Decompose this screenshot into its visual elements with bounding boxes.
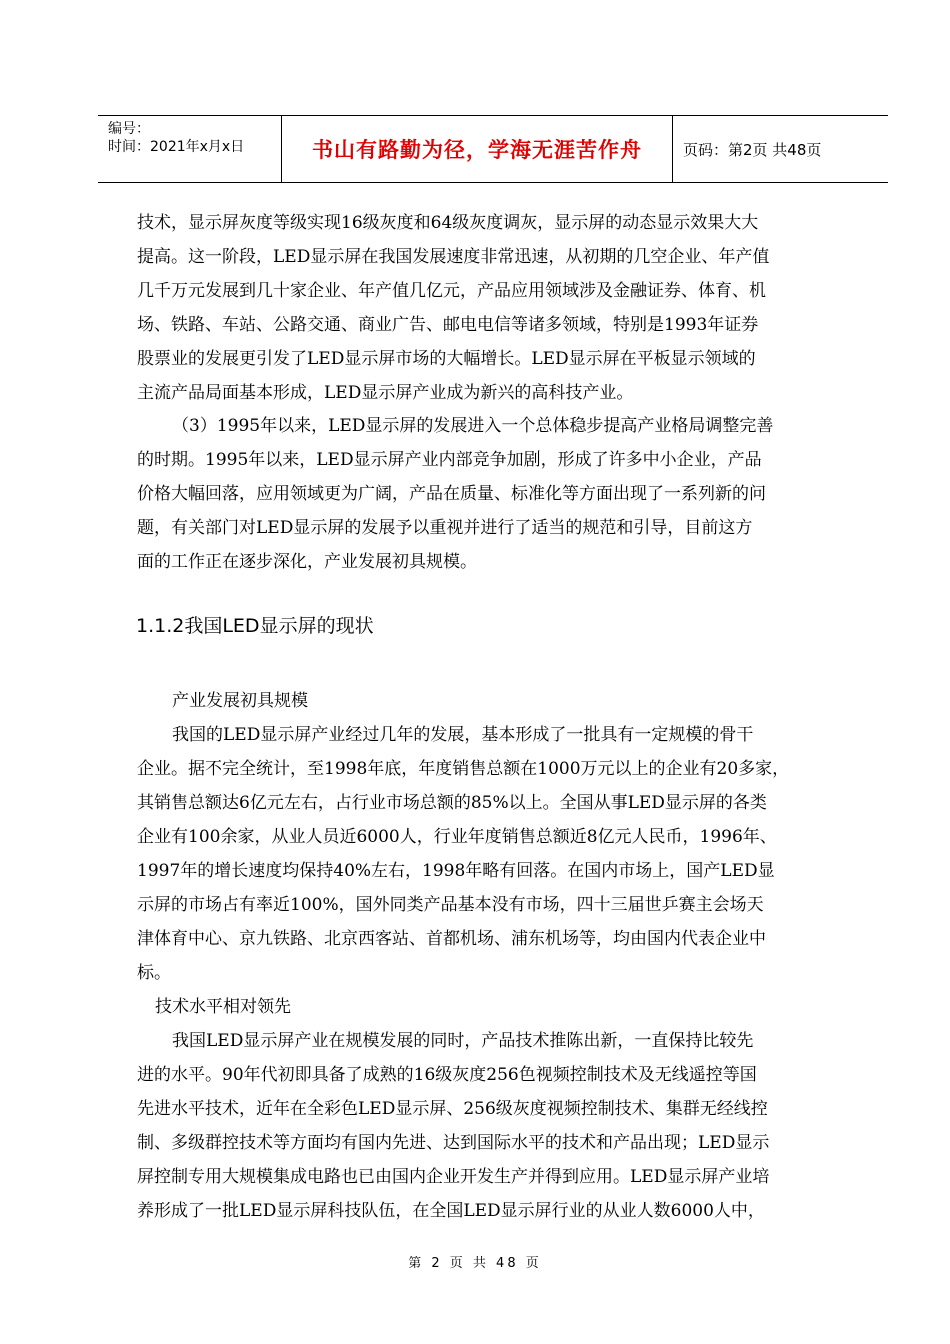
paragraph-line: 示屏的市场占有率近100%，国外同类产品基本没有市场，四十三届世乒赛主会场天 [137, 895, 764, 915]
paragraph-line: 进的水平。90年代初即具备了成熟的16级灰度256色视频控制技术及无线遥控等国 [137, 1065, 757, 1085]
document-header [98, 115, 888, 183]
paragraph-line: 提高。这一阶段，LED显示屏在我国发展速度非常迅速，从初期的几空企业、年产值 [137, 247, 770, 267]
page-footer: 第 2 页 共 48 页 [408, 1256, 542, 1271]
paragraph-line: 题，有关部门对LED显示屏的发展予以重视并进行了适当的规范和引导，目前这方 [137, 518, 753, 538]
section-heading: 1.1.2我国LED显示屏的现状 [136, 615, 374, 637]
header-motto: 书山有路勤为径，学海无涯苦作舟 [282, 116, 673, 182]
paragraph-line: 面的工作正在逐步深化，产业发展初具规模。 [137, 552, 477, 572]
subsection-heading: 技术水平相对领先 [155, 997, 291, 1017]
header-meta [98, 116, 282, 182]
paragraph-line: 场、铁路、车站、公路交通、商业广告、邮电电信等诸多领域，特别是1993年证券 [137, 315, 759, 335]
header-page-info: 页码：第2页 共48页 [683, 140, 822, 159]
paragraph-line: 先进水平技术，近年在全彩色LED显示屏、256级灰度视频控制技术、集群无经线控 [137, 1099, 768, 1119]
paragraph-line: 我国的LED显示屏产业经过几年的发展，基本形成了一批具有一定规模的骨干 [172, 725, 754, 745]
paragraph-line: （3）1995年以来，LED显示屏的发展进入一个总体稳步提高产业格局调整完善 [172, 416, 774, 436]
subsection-heading: 产业发展初具规模 [172, 691, 308, 711]
paragraph-line: 我国LED显示屏产业在规模发展的同时，产品技术推陈出新，一直保持比较先 [172, 1031, 754, 1051]
paragraph-line: 股票业的发展更引发了LED显示屏市场的大幅增长。LED显示屏在平板显示领域的 [137, 349, 756, 369]
time-label: 时间：2021年x月x日 [108, 139, 245, 155]
paragraph-line: 屏控制专用大规模集成电路也已由国内企业开发生产并得到应用。LED显示屏产业培 [137, 1167, 770, 1187]
paragraph-line: 价格大幅回落，应用领域更为广阔，产品在质量、标准化等方面出现了一系列新的问 [137, 484, 766, 504]
paragraph-line: 几千万元发展到几十家企业、年产值几亿元，产品应用领域涉及金融证券、体育、机 [137, 281, 766, 301]
paragraph-line: 标。 [137, 963, 171, 983]
paragraph-line: 主流产品局面基本形成，LED显示屏产业成为新兴的高科技产业。 [137, 383, 634, 403]
number-label: 编号： [108, 121, 150, 137]
paragraph-line: 津体育中心、京九铁路、北京西客站、首都机场、浦东机场等，均由国内代表企业中 [137, 929, 766, 949]
paragraph-line: 1997年的增长速度均保持40%左右，1998年略有回落。在国内市场上，国产LED显 [137, 861, 775, 881]
paragraph-line: 的时期。1995年以来，LED显示屏产业内部竞争加剧，形成了许多中小企业，产品 [137, 450, 762, 470]
paragraph-line: 企业。据不完全统计，至1998年底，年度销售总额在1000万元以上的企业有20多家， [137, 759, 790, 779]
paragraph-line: 制、多级群控技术等方面均有国内先进、达到国际水平的技术和产品出现；LED显示 [137, 1133, 770, 1153]
paragraph-line: 其销售总额达6亿元左右，占行业市场总额的85%以上。全国从事LED显示屏的各类 [137, 793, 767, 813]
paragraph-line: 养形成了一批LED显示屏科技队伍，在全国LED显示屏行业的从业人数6000人中， [137, 1201, 765, 1221]
paragraph-line: 企业有100余家，从业人员近6000人，行业年度销售总额近8亿元人民币，1996年、 [137, 827, 777, 847]
paragraph-line: 技术，显示屏灰度等级实现16级灰度和64级灰度调灰，显示屏的动态显示效果大大 [137, 213, 759, 233]
